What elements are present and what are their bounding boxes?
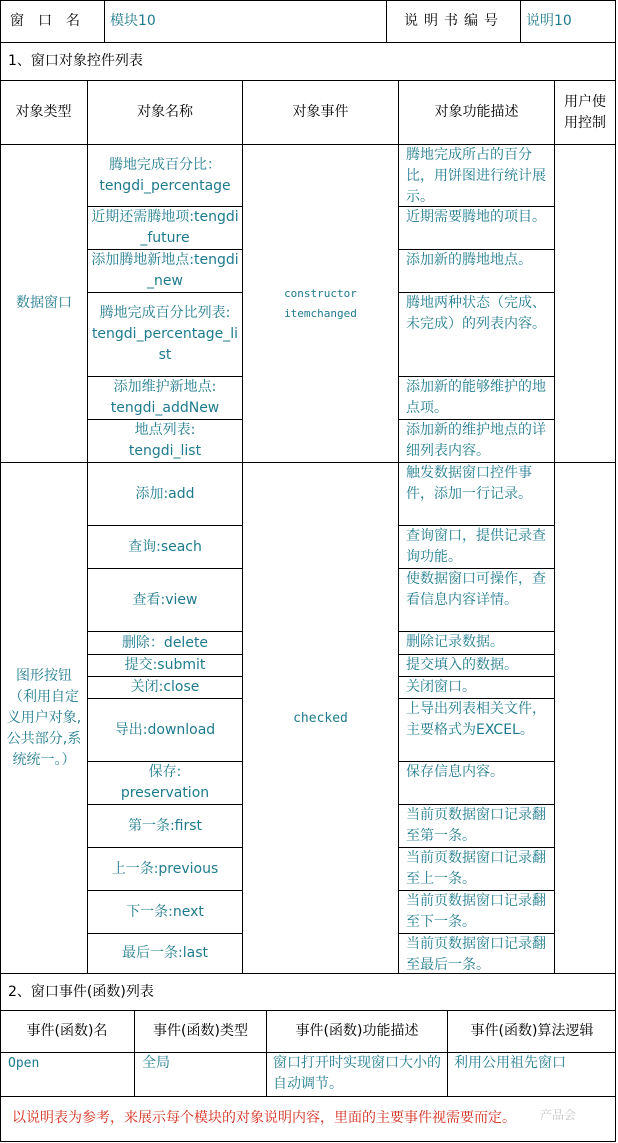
col-header-func-type: 事件(函数)类型 [153, 1023, 248, 1039]
col-header-event: 对象事件 [292, 104, 349, 120]
col-header-desc: 对象功能描述 [434, 104, 519, 120]
watermark-text: 产品会 [540, 1108, 577, 1122]
group-type-button: 图形按钮 （利用自定义用户对象,公共部分,系统统一。） [6, 667, 82, 768]
object-desc-cell: 腾地完成所占的百分比，用饼图进行统计展示。 [406, 147, 546, 205]
object-name-cell: 腾地完成百分比列表: tengdi_percentage_list [91, 305, 239, 363]
object-name-cell: 添加:add [135, 485, 195, 502]
group-event-button: checked [293, 710, 348, 726]
object-desc-cell: 添加新的维护地点的详细列表内容。 [406, 422, 546, 459]
func-name-cell: Open [8, 1056, 40, 1071]
object-desc-cell: 保存信息内容。 [406, 764, 504, 780]
object-name-cell: 第一条:first [127, 817, 203, 834]
section1-title: 1、窗口对象控件列表 [8, 53, 143, 69]
object-name-cell: 地点列表: tengdi_list [128, 422, 202, 459]
doc-no-value: 说明10 [526, 12, 572, 29]
group-type-datawindow: 数据窗口 [16, 295, 72, 311]
object-name-cell: 腾地完成百分比： tengdi_percentage [99, 157, 231, 194]
object-name-cell: 关闭:close [130, 679, 200, 695]
object-name-cell: 删除：delete [121, 634, 209, 651]
col-header-control: 用户使用控制 [564, 93, 606, 131]
object-desc-cell: 上导出列表相关文件，主要格式为EXCEL。 [406, 701, 546, 738]
object-desc-cell: 当前页数据窗口记录翻至下一条。 [406, 893, 546, 930]
window-name-label: 窗口名 [10, 12, 94, 29]
col-header-func-name: 事件(函数)名 [26, 1023, 108, 1039]
object-desc-cell: 使数据窗口可操作，查看信息内容详情。 [406, 571, 546, 608]
object-name-cell: 查询:seach [128, 538, 202, 555]
window-name-value: 模块10 [110, 12, 156, 29]
func-type-cell: 全局 [142, 1055, 170, 1071]
func-desc-cell: 窗口打开时实现窗口大小的自动调节。 [273, 1055, 441, 1092]
object-name-cell: 下一条:next [126, 903, 204, 920]
col-header-name: 对象名称 [137, 104, 193, 120]
object-desc-cell: 添加新的腾地地点。 [406, 252, 532, 268]
footer-note: 以说明表为参考，来展示每个模块的对象说明内容，里面的主要事件视需要而定。 [12, 1109, 516, 1126]
object-desc-cell: 触发数据窗口控件事件，添加一行记录。 [406, 465, 532, 502]
object-desc-cell: 提交填入的数据。 [406, 657, 518, 673]
object-name-cell: 提交:submit [124, 657, 206, 673]
object-name-cell: 最后一条:last [122, 945, 208, 961]
object-name-cell: 添加腾地新地点:tengdi_new [91, 252, 239, 289]
object-desc-cell: 腾地两种状态（完成、未完成）的列表内容。 [406, 295, 546, 332]
object-desc-cell: 查询窗口，提供记录查询功能。 [406, 528, 546, 565]
section2-title: 2、窗口事件(函数)列表 [8, 983, 154, 1000]
col-header-func-logic: 事件(函数)算法逻辑 [470, 1023, 594, 1039]
doc-no-label: 说明书编号 [404, 12, 504, 29]
object-desc-cell: 关闭窗口。 [406, 679, 476, 695]
col-header-type: 对象类型 [15, 104, 72, 120]
object-name-cell: 近期还需腾地项:tengdi_future [91, 209, 239, 246]
object-desc-cell: 删除记录数据。 [406, 634, 504, 650]
object-desc-cell: 近期需要腾地的项目。 [406, 209, 546, 225]
object-name-cell: 上一条:previous [111, 860, 219, 877]
object-name-cell: 查看:view [132, 591, 198, 608]
object-name-cell: 导出:download [114, 721, 216, 738]
col-header-func-desc: 事件(函数)功能描述 [295, 1023, 419, 1039]
object-desc-cell: 添加新的能够维护的地点项。 [406, 379, 546, 416]
object-desc-cell: 当前页数据窗口记录翻至第一条。 [406, 807, 546, 844]
object-desc-cell: 当前页数据窗口记录翻至最后一条。 [406, 936, 546, 973]
object-name-cell: 添加维护新地点: tengdi_addNew [110, 379, 220, 416]
object-desc-cell: 当前页数据窗口记录翻至上一条。 [406, 850, 546, 887]
func-logic-cell: 利用公用祖先窗口 [454, 1055, 566, 1071]
group-event-datawindow: constructor itemchanged [284, 286, 357, 320]
object-name-cell: 保存: preservation [120, 764, 210, 801]
